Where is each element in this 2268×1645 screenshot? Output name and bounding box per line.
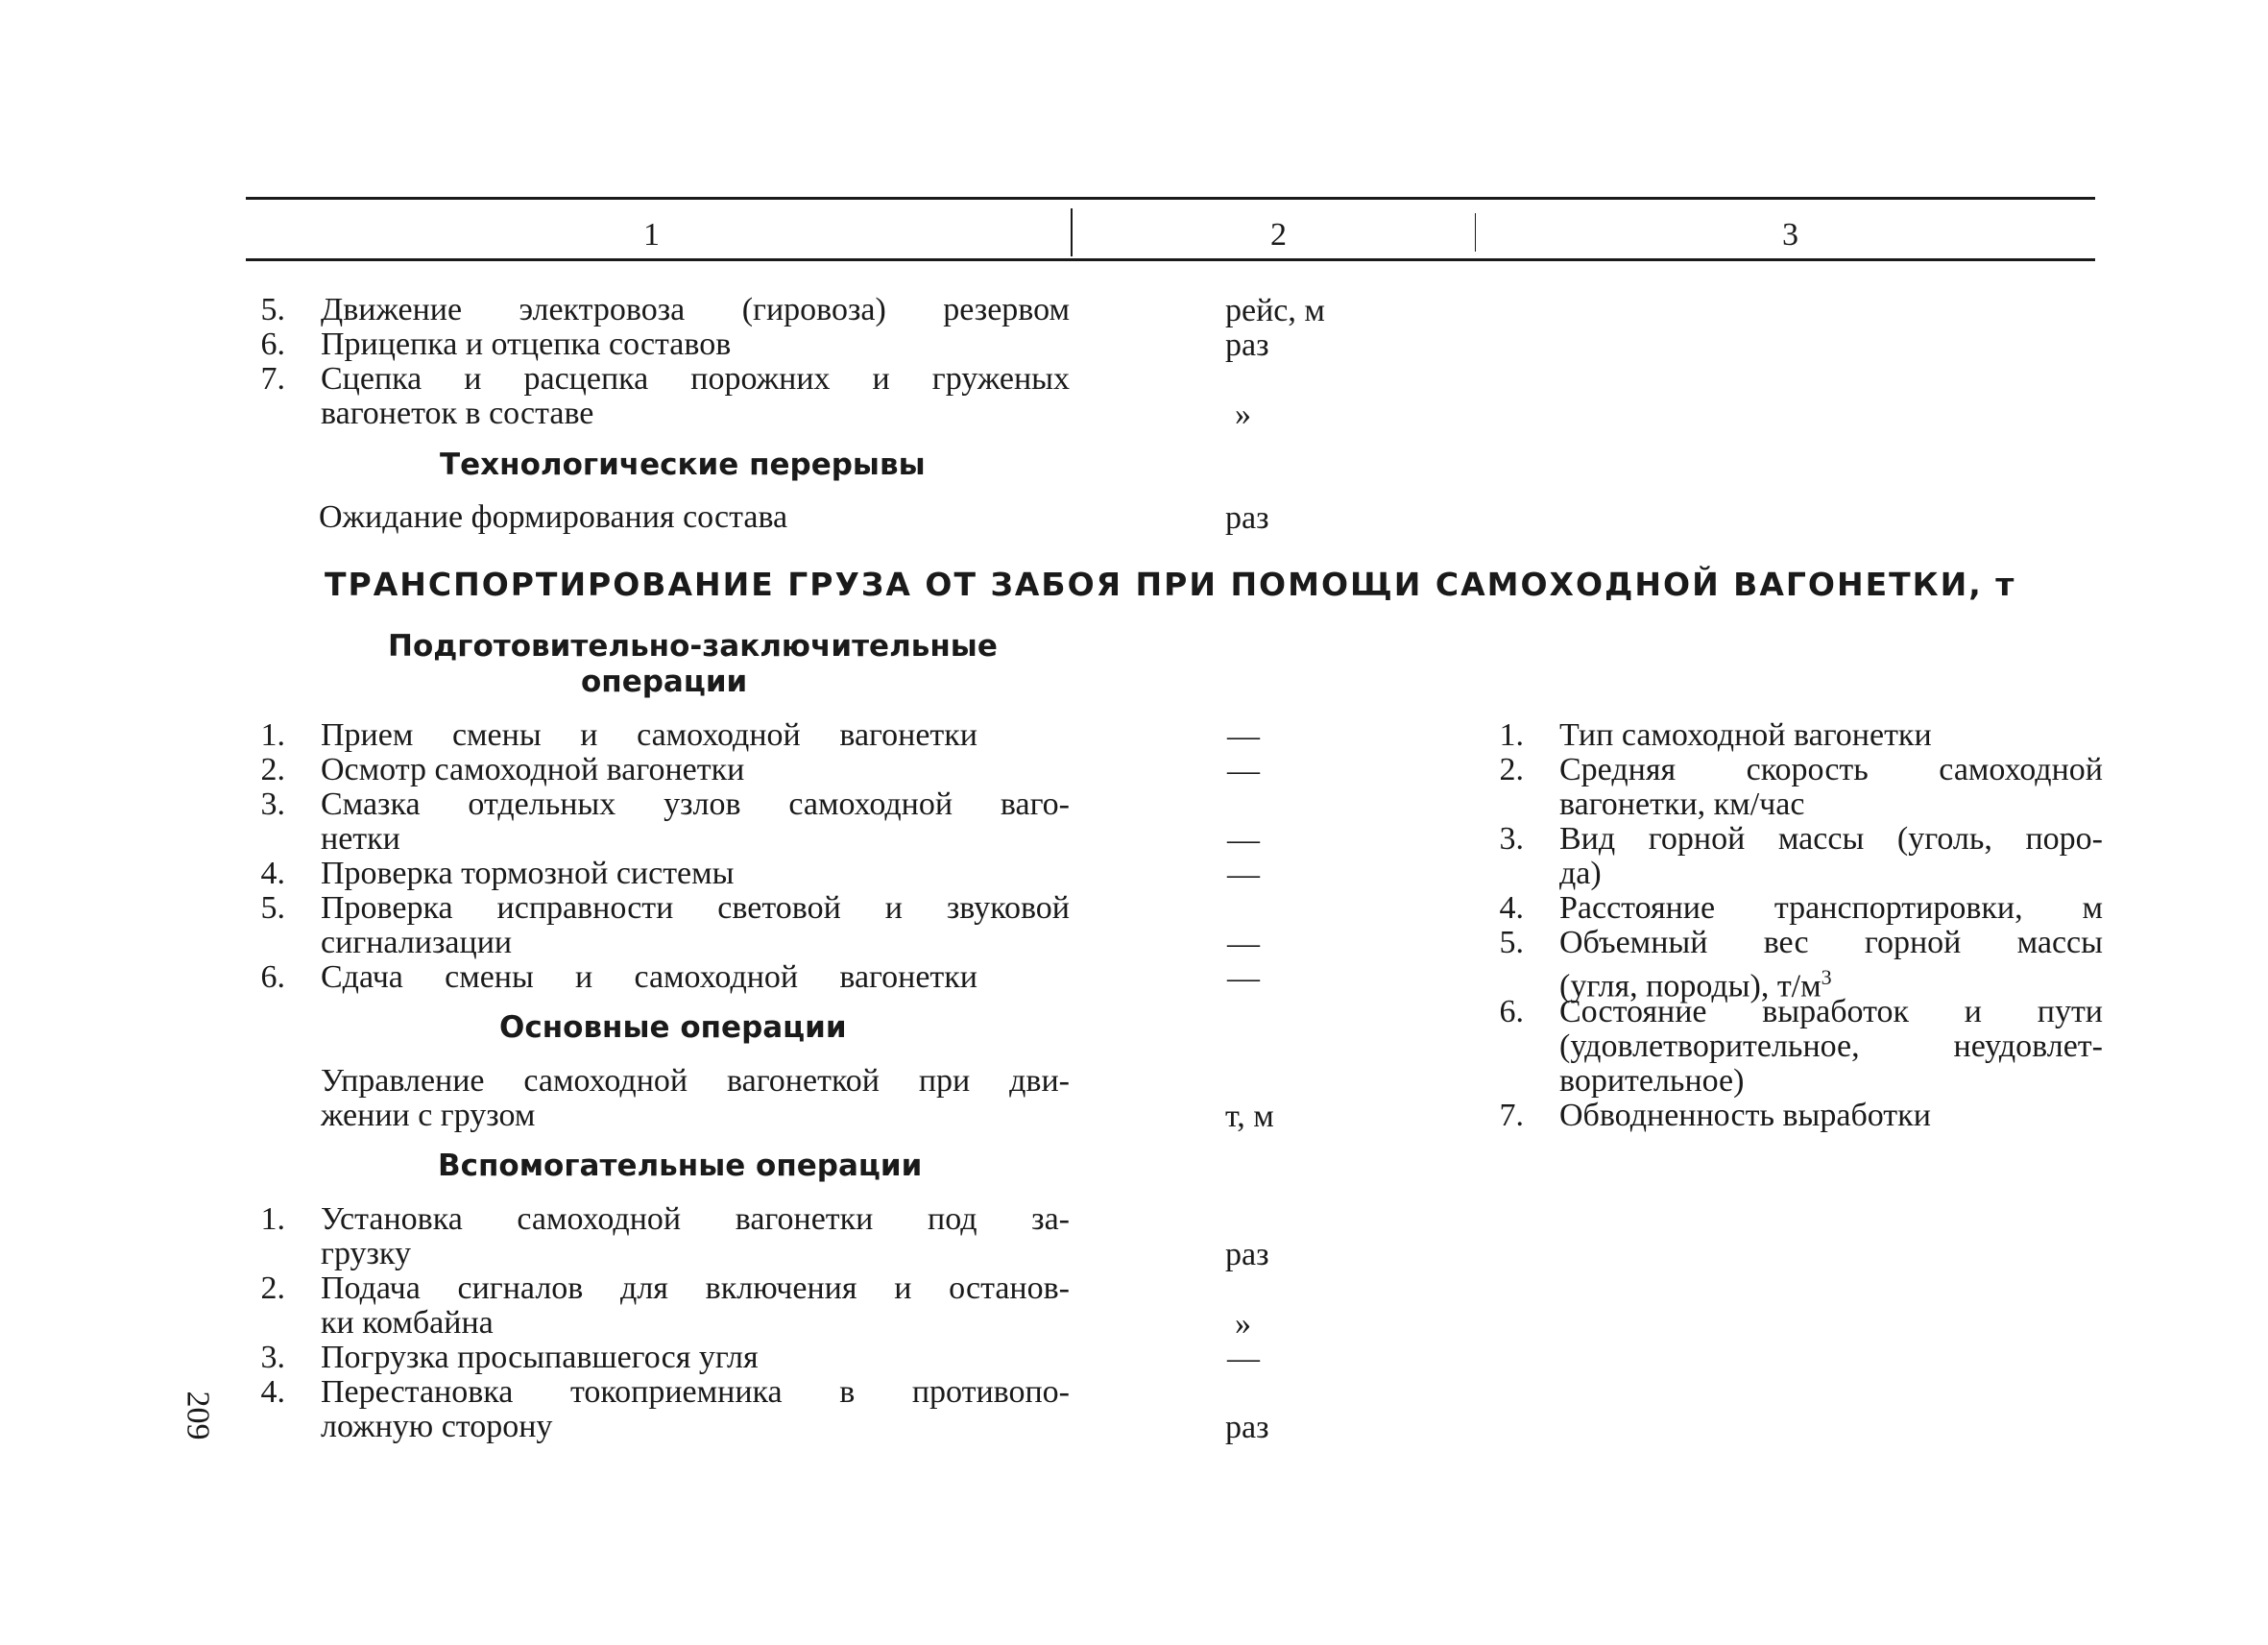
aux-item-num: 4. [260,1374,285,1410]
aux-item-num: 3. [260,1340,285,1375]
top-item-text: Сцепка и расцепка порожних и груженых [321,361,1070,397]
factor-text: Расстояние транспортировки, м [1559,890,2103,926]
main-ops-heading: Основные операции [499,1010,847,1045]
prep-item-text: Осмотр самоходной вагонетки [321,752,745,787]
top-item-num: 5. [260,292,285,327]
factor-num: 1. [1499,717,1524,753]
top-item-text: вагонеток в составе [321,396,594,431]
aux-item-unit: раз [1225,1237,1269,1272]
prep-item-num: 4. [260,856,285,891]
aux-item-unit: раз [1225,1410,1269,1445]
main-ops-text: жении с грузом [321,1098,536,1133]
tech-breaks-heading: Технологические перерывы [440,448,926,482]
prep-item-num: 6. [260,959,285,995]
prep-item-text: Сдача смены и самоходной вагонетки [321,959,977,995]
factor-num: 7. [1499,1098,1524,1133]
header-col-divider-2 [1475,213,1476,252]
factor-num: 4. [1499,890,1524,926]
prep-item-text: Прием смены и самоходной вагонетки [321,717,977,753]
main-ops-text: Управление самоходной вагонеткой при дви- [321,1063,1070,1099]
prep-item-num: 2. [260,752,285,787]
header-col-2: 2 [1270,217,1287,253]
aux-item-num: 2. [260,1270,285,1306]
aux-item-text: Погрузка просыпавшегося угля [321,1340,759,1375]
aux-item-text: грузку [321,1236,411,1271]
aux-item-unit: — [1227,1341,1260,1376]
header-col-1: 1 [643,217,660,253]
factor-text: Вид горной массы (уголь, поро- [1559,821,2103,857]
main-ops-unit: т, м [1225,1099,1274,1134]
factor-text: ворительное) [1559,1063,1745,1099]
aux-item-text: Подача сигналов для включения и останов- [321,1270,1070,1306]
aux-item-text: ложную сторону [321,1409,553,1444]
factor-text: Объемный вес горной массы [1559,925,2103,960]
aux-item-text: Перестановка токоприемника в противопо- [321,1374,1070,1410]
prep-item-unit: — [1227,960,1260,996]
factor-text: (удовлетворительное, неудовлет- [1559,1028,2103,1064]
prep-item-text: сигнализации [321,925,513,960]
factor-superscript: 3 [1821,965,1832,989]
factor-num: 2. [1499,752,1524,787]
section-title: ТРАНСПОРТИРОВАНИЕ ГРУЗА ОТ ЗАБОЯ ПРИ ПОМОЩИ САМОХОДНОЙ ВАГОНЕТКИ, т [325,566,2016,603]
prep-item-text: Проверка тормозной системы [321,856,735,891]
factor-text: вагонетки, км/час [1559,786,1805,822]
prep-item-num: 3. [260,786,285,822]
factor-num: 3. [1499,821,1524,857]
factor-text: Обводненность выработки [1559,1098,1931,1133]
prep-item-text: нетки [321,821,400,857]
prep-heading: Подготовительно-заключительные [388,629,998,664]
top-item-unit: рейс, м [1225,293,1325,328]
factor-num: 6. [1499,994,1524,1029]
page-number: 209 [180,1391,216,1440]
aux-ops-heading: Вспомогательные операции [438,1149,923,1183]
prep-item-unit: — [1227,753,1260,788]
header-top-rule [246,197,2095,200]
factor-text-base: (угля, породы), т/м [1559,968,1822,1004]
top-item-text: Прицепка и отцепка составов [321,327,732,362]
top-item-unit: раз [1225,327,1269,363]
prep-heading: операции [581,665,748,699]
factor-text: да) [1559,856,1602,891]
prep-item-unit: — [1227,857,1260,892]
prep-item-text: Смазка отдельных узлов самоходной ваго- [321,786,1070,822]
factor-text: Состояние выработок и пути [1559,994,2103,1029]
tech-breaks-item: Ожидание формирования состава [319,499,788,535]
aux-item-num: 1. [260,1201,285,1237]
aux-item-unit: » [1235,1306,1251,1342]
header-col-3: 3 [1782,217,1798,253]
aux-item-text: ки комбайна [321,1305,494,1341]
prep-item-unit: — [1227,718,1260,754]
top-item-num: 6. [260,327,285,362]
prep-item-text: Проверка исправности световой и звуковой [321,890,1070,926]
prep-item-num: 5. [260,890,285,926]
prep-item-unit: — [1227,926,1260,961]
top-item-unit: » [1235,397,1251,432]
header-col-divider-1 [1071,208,1073,256]
factor-num: 5. [1499,925,1524,960]
prep-item-num: 1. [260,717,285,753]
aux-item-text: Установка самоходной вагонетки под за- [321,1201,1070,1237]
top-item-num: 7. [260,361,285,397]
factor-text: Тип самоходной вагонетки [1559,717,1932,753]
factor-text: Средняя скорость самоходной [1559,752,2103,787]
top-item-text: Движение электровоза (гировоза) резервом [321,292,1070,327]
header-bottom-rule [246,258,2095,261]
tech-breaks-unit: раз [1225,500,1269,536]
prep-item-unit: — [1227,822,1260,858]
